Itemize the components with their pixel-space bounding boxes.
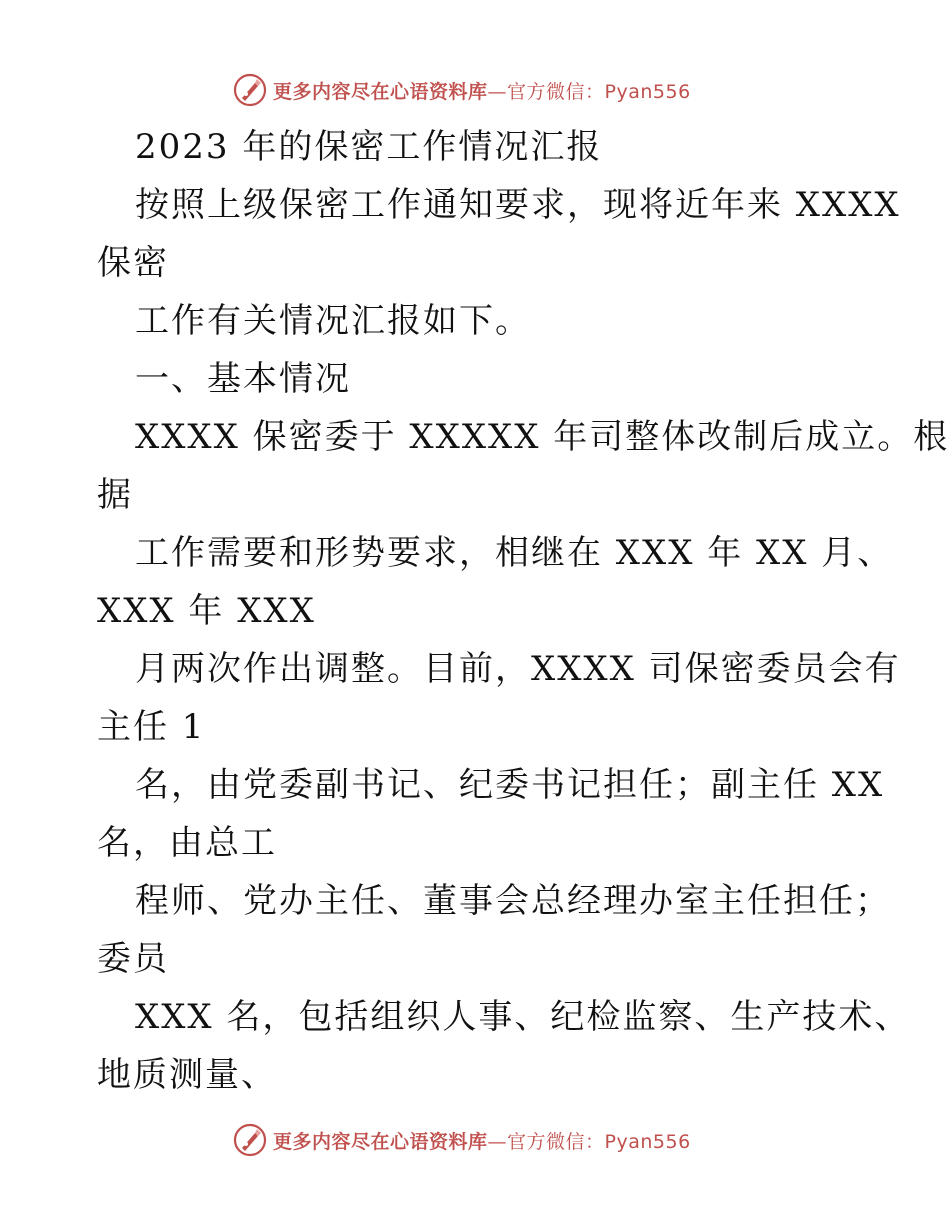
banner-lead: 更多内容尽在心语资料库 bbox=[273, 80, 488, 103]
paragraph-line: 保密 bbox=[97, 243, 169, 283]
footer-banner bbox=[233, 1120, 733, 1160]
section-heading: 一、基本情况 bbox=[135, 359, 351, 399]
paragraph-line: 主任 1 bbox=[97, 707, 206, 747]
banner-rest: —官方微信： bbox=[487, 1130, 605, 1153]
paragraph-line: 工作需要和形势要求，相继在 XXX 年 XX 月、 bbox=[135, 533, 894, 573]
banner-lead: 更多内容尽在心语资料库 bbox=[273, 1130, 488, 1153]
banner-text bbox=[273, 1127, 691, 1154]
paragraph-line: 地质测量、 bbox=[97, 1055, 277, 1095]
paragraph-line: XXXX 保密委于 XXXXX 年司整体改制后成立。根 bbox=[135, 417, 950, 457]
banner-wechat-id: Pyan556 bbox=[604, 80, 691, 103]
paragraph-line: 据 bbox=[97, 475, 133, 515]
header-banner bbox=[233, 70, 733, 110]
paragraph-line: XXX 名，包括组织人事、纪检监察、生产技术、 bbox=[135, 997, 911, 1037]
paragraph-line: 工作有关情况汇报如下。 bbox=[135, 301, 531, 341]
banner-wechat-id: Pyan556 bbox=[604, 1130, 691, 1153]
paragraph-line: 名，由总工 bbox=[97, 823, 277, 863]
paragraph-line: 委员 bbox=[97, 939, 169, 979]
paragraph-line: 月两次作出调整。目前，XXXX 司保密委员会有 bbox=[135, 649, 901, 689]
banner-rest: —官方微信： bbox=[487, 80, 605, 103]
paragraph-line: 程师、党办主任、董事会总经理办室主任担任； bbox=[135, 881, 891, 921]
banner-text bbox=[273, 77, 691, 104]
paragraph-line: XXX 年 XXX bbox=[97, 591, 316, 631]
paragraph-line: 按照上级保密工作通知要求，现将近年来 XXXX bbox=[135, 185, 901, 225]
document-title: 2023 年的保密工作情况汇报 bbox=[135, 127, 603, 167]
pen-logo-icon bbox=[233, 73, 267, 107]
pen-logo-icon bbox=[233, 1123, 267, 1157]
paragraph-line: 名，由党委副书记、纪委书记担任；副主任 XX bbox=[135, 765, 885, 805]
